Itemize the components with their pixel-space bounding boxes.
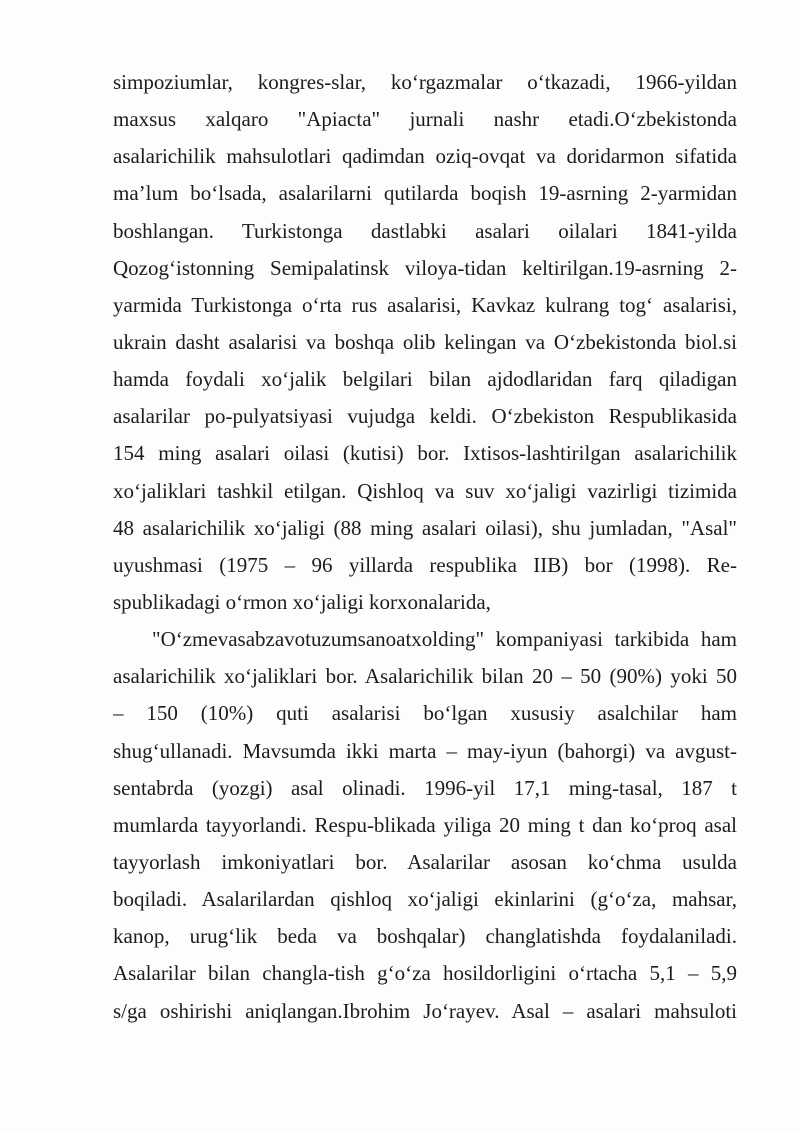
text-line: yarmida Turkistonga o‘rta rus asalarisi, Kavkaz kulrang tog‘ asalarisi, <box>113 292 737 317</box>
paragraph-2 <box>113 621 737 1030</box>
text-line: – 150 (10%) quti asalarisi bo‘lgan xususiy asalchilar ham <box>113 701 737 726</box>
text-line: spublikadagi o‘rmon xo‘jaligi korxonalarida, <box>113 589 491 614</box>
text-line: "O‘zmevasabzavotuzumsanoatxolding" kompaniyasi tarkibida ham <box>152 627 737 652</box>
text-line: 154 ming asalari oilasi (kutisi) bor. Ixtisos-lashtirilgan asalarichilik <box>113 441 737 466</box>
text-line: asalarilar po-pulyatsiyasi vujudga keldi. O‘zbekiston Respublikasida <box>113 404 737 429</box>
text-line: mumlarda tayyorlandi. Respu-blikada yiliga 20 ming t dan ko‘proq asal <box>113 812 737 837</box>
text-line: xo‘jaliklari tashkil etilgan. Qishloq va suv xo‘jaligi vazirligi tizimida <box>113 478 737 503</box>
text-line: Asalarilar bilan changla-tish g‘o‘za hosildorligini o‘rtacha 5,1 – 5,9 <box>113 961 737 986</box>
text-line: shug‘ullanadi. Mavsumda ikki marta – may-iyun (bahorgi) va avgust- <box>113 738 737 763</box>
text-line: maxsus xalqaro "Apiacta" jurnali nashr etadi.O‘zbekistonda <box>113 107 737 132</box>
text-line: ma’lum bo‘lsada, asalarilarni qutilarda boqish 19-asrning 2-yarmidan <box>113 181 737 206</box>
text-line: tayyorlash imkoniyatlari bor. Asalarilar asosan ko‘chma usulda <box>113 849 737 874</box>
text-line: s/ga oshirishi aniqlangan.Ibrohim Jo‘rayev. Asal – asalari mahsuloti <box>113 998 737 1023</box>
text-line: asalarichilik xo‘jaliklari bor. Asalarichilik bilan 20 – 50 (90%) yoki 50 <box>113 664 737 689</box>
text-line: boshlangan. Turkistonga dastlabki asalari oilalari 1841-yilda <box>113 218 737 243</box>
paragraph-1 <box>113 64 737 621</box>
text-line: uyushmasi (1975 – 96 yillarda respublika IIB) bor (1998). Re- <box>113 552 737 577</box>
text-line: ukrain dasht asalarisi va boshqa olib kelingan va O‘zbekistonda biol.si <box>113 329 737 354</box>
text-line: boqiladi. Asalarilardan qishloq xo‘jaligi ekinlarini (g‘o‘za, mahsar, <box>113 887 737 912</box>
text-line: Qozog‘istonning Semipalatinsk viloya-tidan keltirilgan.19-asrning 2- <box>113 255 737 280</box>
text-line: 48 asalarichilik xo‘jaligi (88 ming asalari oilasi), shu jumladan, "Asal" <box>113 515 737 540</box>
text-line: asalarichilik mahsulotlari qadimdan oziq-ovqat va doridarmon sifatida <box>113 144 737 169</box>
text-line: sentabrda (yozgi) asal olinadi. 1996-yil 17,1 ming-tasal, 187 t <box>113 775 737 800</box>
text-line: kanop, urug‘lik beda va boshqalar) changlatishda foydalaniladi. <box>113 924 737 949</box>
text-line: hamda foydali xo‘jalik belgilari bilan ajdodlaridan farq qiladigan <box>113 367 737 392</box>
text-line: simpoziumlar, kongres-slar, ko‘rgazmalar o‘tkazadi, 1966-yildan <box>113 70 737 94</box>
